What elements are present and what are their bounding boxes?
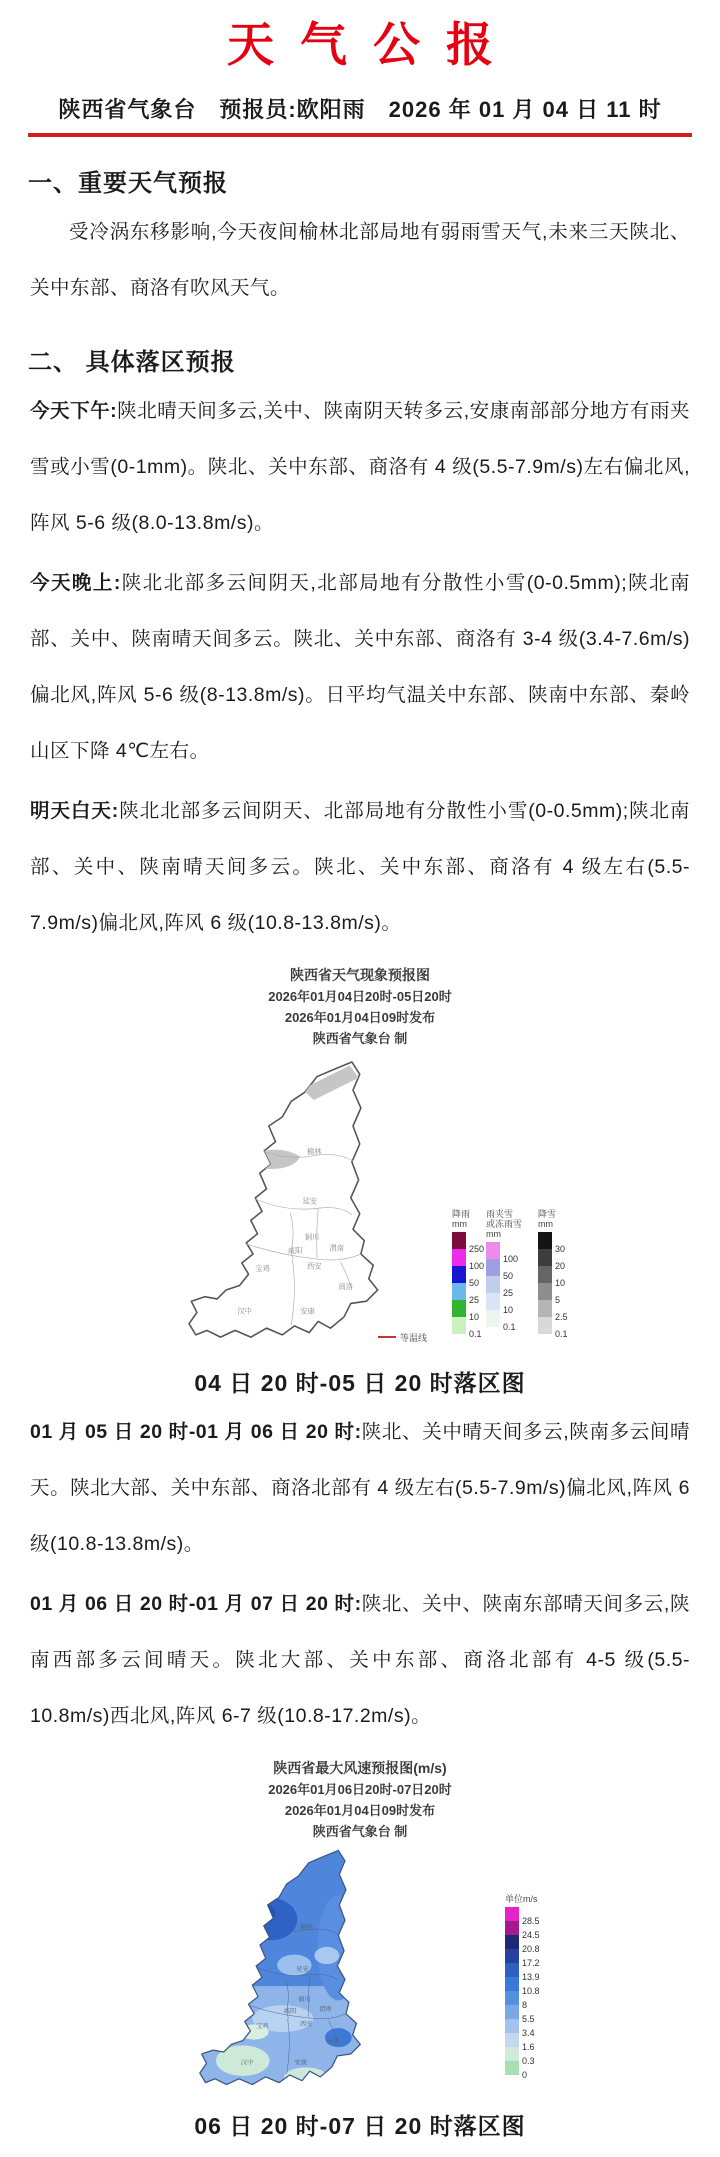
snow-legend <box>538 1208 568 1339</box>
legend-tick-value: 3.4 <box>522 2027 535 2038</box>
map1-caption: 04 日 20 时-05 日 20 时落区图 <box>194 1369 526 1396</box>
paragraph-body: 陕北、关中晴天间多云,陕南多云间晴天。陕北大部、关中东部、商洛北部有 4 级左右(5.5-7.9m/s)偏北风,阵风 6 级(10.8-13.8m/s)。 <box>30 1420 690 1555</box>
legend-segment <box>538 1232 566 1254</box>
legend-tick-value: 10 <box>555 1277 566 1288</box>
map1-titles <box>0 965 720 1049</box>
legend-segment <box>452 1283 480 1305</box>
legend-segment <box>452 1249 485 1271</box>
city-label: 汉中 <box>237 1306 252 1316</box>
city-label: 宝鸡 <box>256 2022 269 2030</box>
map1-issue-time: 2026年01月04日09时发布 <box>284 1009 436 1025</box>
legend-segment <box>486 1242 519 1264</box>
legend-tick-value: 30 <box>555 1243 566 1254</box>
map2-titles <box>0 1758 720 1842</box>
page-title: 天气公报 <box>227 18 519 71</box>
wind-legend <box>505 1893 540 2080</box>
snow-legend-title: 降雪 <box>538 1208 557 1219</box>
section2-heading: 二、 具体落区预报 <box>28 348 236 376</box>
map2-caption: 06 日 20 时-07 日 20 时落区图 <box>194 2112 526 2139</box>
legend-tick-value: 2.5 <box>555 1311 568 1322</box>
city-label: 西安 <box>306 1261 322 1271</box>
paragraph-lead: 01 月 05 日 20 时-01 月 06 日 20 时: <box>30 1420 362 1443</box>
legend-segment <box>452 1266 480 1288</box>
legend-tick-value: 100 <box>503 1253 519 1264</box>
city-label: 咸阳 <box>287 1245 303 1255</box>
legend-tick-value: 0.1 <box>469 1328 482 1339</box>
forecast-paragraph-tomorrow <box>30 783 690 951</box>
legend-tick-value: 20.8 <box>522 1943 540 1954</box>
rain-legend <box>452 1208 485 1339</box>
province-outline <box>189 1062 378 1337</box>
map2-title: 陕西省最大风速预报图(m/s) <box>273 1759 447 1776</box>
paragraph-lead: 01 月 06 日 20 时-01 月 07 日 20 时: <box>30 1592 362 1615</box>
map2-canvas <box>0 1842 720 2094</box>
legend-tick-value: 13.9 <box>522 1971 540 1982</box>
wind-legend-title: 单位m/s <box>505 1893 538 1904</box>
legend-tick-value: 0 <box>522 2069 528 2080</box>
city-label: 榆林 <box>300 1923 313 1931</box>
legend-segment <box>486 1310 516 1332</box>
map1-canvas <box>0 1049 720 1351</box>
legend-segment <box>505 2033 535 2052</box>
city-label: 榆林 <box>306 1146 322 1156</box>
city-label: 商洛 <box>326 2038 340 2046</box>
map2-producer: 陕西省气象台 制 <box>312 1823 408 1839</box>
paragraph-lead: 今天下午: <box>30 399 118 422</box>
legend-tick-value: 24.5 <box>522 1929 540 1940</box>
legend-tick-value: 5 <box>555 1294 561 1305</box>
legend-segment <box>538 1249 566 1271</box>
rain-color-scale <box>452 1232 485 1339</box>
city-label: 渭南 <box>329 1243 345 1253</box>
section1-heading: 一、重要天气预报 <box>28 169 228 197</box>
legend-tick-value: 5.5 <box>522 2013 535 2024</box>
city-label: 咸阳 <box>283 2007 297 2015</box>
sleet-color-scale <box>486 1242 519 1332</box>
legend-tick-value: 10 <box>469 1311 480 1322</box>
city-label: 安康 <box>300 1306 315 1316</box>
paragraph-lead: 今天晚上: <box>30 571 121 594</box>
city-label: 渭南 <box>319 2005 332 2013</box>
isoline-legend <box>378 1331 427 1344</box>
isoline-label: 等温线 <box>400 1332 428 1343</box>
city-label: 汉中 <box>240 2059 254 2067</box>
city-label: 宝鸡 <box>255 1263 270 1273</box>
legend-segment <box>505 1991 528 2010</box>
legend-tick-value: 0.3 <box>522 2055 535 2066</box>
isoline-sample-icon <box>378 1336 396 1338</box>
snow-color-scale <box>538 1232 568 1339</box>
wind-speed-map-figure <box>0 1758 720 2141</box>
legend-tick-value: 17.2 <box>522 1957 540 1968</box>
city-label: 铜川 <box>298 1996 311 2004</box>
city-label: 安康 <box>294 2059 307 2067</box>
legend-tick-value: 25 <box>469 1294 480 1305</box>
legend-segment <box>505 2061 528 2080</box>
wind-color-scale <box>505 1907 540 2080</box>
legend-tick-value: 10 <box>503 1304 514 1315</box>
legend-tick-value: 10.8 <box>522 1985 540 1996</box>
legend-segment <box>505 1949 540 1968</box>
sleet-legend <box>486 1209 522 1334</box>
map1-legend <box>452 1208 568 1339</box>
snow-legend-unit: mm <box>538 1218 554 1229</box>
paragraph-body: 陕北北部多云间阴天,北部局地有分散性小雪(0-0.5mm);陕北南部、关中、陕南晴天间多云。陕北、关中东部、商洛有 3-4 级(3.4-7.6m/s)偏北风,阵风 5-6 级(8-13.8m/s)。日平均气温关中东部、陕南中东部、秦岭山区下降 4℃左右。 <box>30 571 690 762</box>
legend-tick-value: 50 <box>469 1277 480 1288</box>
legend-segment <box>505 1921 540 1940</box>
legend-tick-value: 250 <box>469 1243 485 1254</box>
legend-tick-value: 1.6 <box>522 2041 535 2052</box>
legend-segment <box>505 2005 535 2024</box>
issuer-line: 陕西省气象台 预报员:欧阳雨 2026 年 01 月 04 日 11 时 <box>58 96 662 122</box>
legend-tick-value: 25 <box>503 1287 514 1298</box>
paragraph-lead: 明天白天: <box>30 799 119 822</box>
legend-segment <box>486 1259 514 1281</box>
paragraph-body: 陕北北部多云间阴天、北部局地有分散性小雪(0-0.5mm);陕北南部、关中、陕南晴天间多云。陕北、关中东部、商洛有 4 级左右(5.5-7.9m/s)偏北风,阵风 6 级(10.8-13.8m/s)。 <box>30 799 690 934</box>
map1-producer: 陕西省气象台 制 <box>312 1030 408 1046</box>
issuer-header <box>28 93 692 137</box>
legend-segment <box>452 1232 485 1254</box>
map1-valid-period: 2026年01月04日20时-05日20时 <box>268 988 452 1004</box>
legend-tick-value: 20 <box>555 1260 566 1271</box>
rain-legend-title: 降雨 <box>452 1208 471 1219</box>
city-label: 铜川 <box>304 1232 320 1242</box>
city-label: 延安 <box>296 1965 309 1973</box>
paragraph-body: 陕北晴天间多云,关中、陕南阴天转多云,安康南部部分地方有雨夹雪或小雪(0-1mm)。陕北、关中东部、商洛有 4 级(5.5-7.9m/s)左右偏北风,阵风 5-6 级(8.0-13.8m/s)。 <box>30 399 690 534</box>
legend-tick-value: 100 <box>469 1260 485 1271</box>
legend-segment <box>505 1977 540 1996</box>
city-label: 商洛 <box>338 1281 354 1291</box>
shaanxi-outline-map <box>182 1053 387 1345</box>
legend-segment <box>538 1300 568 1322</box>
forecast-paragraph-d5 <box>30 1404 690 1572</box>
legend-segment <box>452 1317 482 1339</box>
legend-tick-value: 50 <box>503 1270 514 1281</box>
city-label: 西安 <box>300 2020 313 2028</box>
forecast-paragraph-afternoon <box>30 383 690 551</box>
legend-segment <box>505 2047 535 2066</box>
rain-legend-unit: mm <box>452 1218 467 1229</box>
sleet-legend-title2: 或冻雨雪 <box>486 1218 523 1229</box>
legend-tick-value: 28.5 <box>522 1915 540 1926</box>
legend-segment <box>486 1293 514 1315</box>
sleet-legend-title: 雨夹雪 <box>486 1208 514 1219</box>
map2-issue-time: 2026年01月04日09时发布 <box>284 1802 436 1818</box>
paragraph-body: 陕北、关中、陕南东部晴天间多云,陕南西部多云间晴天。陕北大部、关中东部、商洛北部有 4-5 级(5.5-10.8m/s)西北风,阵风 6-7 级(10.8-17.2m/s)。 <box>30 1592 690 1727</box>
legend-segment <box>538 1317 568 1339</box>
legend-segment <box>505 1907 540 1926</box>
legend-tick-value: 0.1 <box>503 1321 516 1332</box>
map1-title: 陕西省天气现象预报图 <box>290 966 430 983</box>
sleet-legend-unit: mm <box>486 1228 502 1239</box>
forecast-paragraph-d6 <box>30 1576 690 1744</box>
legend-segment <box>538 1283 561 1305</box>
forecast-paragraph-tonight <box>30 555 690 779</box>
shaanxi-wind-map <box>195 1842 367 2092</box>
legend-segment <box>505 1963 540 1982</box>
legend-tick-value: 0.1 <box>555 1328 568 1339</box>
section1-paragraph: 受冷涡东移影响,今天夜间榆林北部局地有弱雨雪天气,未来三天陕北、关中东部、商洛有吹风天气。 <box>30 220 690 299</box>
legend-segment <box>505 2019 535 2038</box>
legend-segment <box>505 1935 540 1954</box>
city-label: 延安 <box>302 1196 318 1206</box>
legend-segment <box>486 1276 514 1298</box>
legend-tick-value: 8 <box>522 1999 528 2010</box>
weather-phenomena-map-figure <box>0 965 720 1398</box>
map2-valid-period: 2026年01月06日20时-07日20时 <box>268 1781 452 1797</box>
legend-segment <box>452 1300 480 1322</box>
legend-segment <box>538 1266 566 1288</box>
